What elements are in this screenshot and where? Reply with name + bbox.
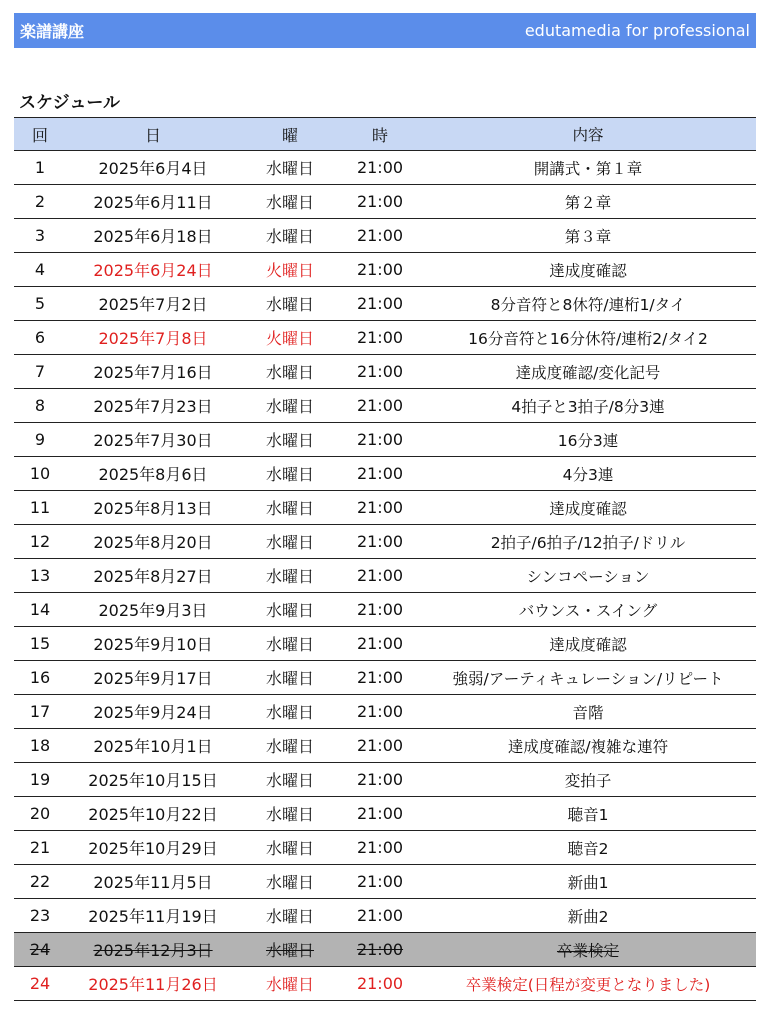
cell-date: 2025年11月19日 (66, 899, 240, 933)
cell-day: 水曜日 (240, 797, 340, 831)
cell-time: 21:00 (340, 899, 420, 933)
cell-date: 2025年7月8日 (66, 321, 240, 355)
cell-time: 21:00 (340, 593, 420, 627)
cell-day: 水曜日 (240, 457, 340, 491)
cell-date: 2025年6月11日 (66, 185, 240, 219)
table-row (14, 797, 756, 831)
table-row (14, 661, 756, 695)
header-no: 回 (14, 118, 66, 151)
table-row (14, 831, 756, 865)
cell-no: 14 (14, 593, 66, 627)
cell-content: 新曲2 (420, 899, 756, 933)
table-row (14, 151, 756, 185)
cell-content: 8分音符と8休符/連桁1/タイ (420, 287, 756, 321)
cell-day: 水曜日 (240, 559, 340, 593)
header-content: 内容 (420, 118, 756, 151)
cell-time: 21:00 (340, 967, 420, 1001)
cell-content: 聴音1 (420, 797, 756, 831)
cell-no: 16 (14, 661, 66, 695)
cell-no: 19 (14, 763, 66, 797)
cell-date: 2025年8月13日 (66, 491, 240, 525)
table-row (14, 967, 756, 1001)
cell-no: 23 (14, 899, 66, 933)
cell-date: 2025年8月27日 (66, 559, 240, 593)
table-row (14, 185, 756, 219)
table-row (14, 389, 756, 423)
cell-time: 21:00 (340, 321, 420, 355)
table-header-row (14, 118, 756, 151)
cell-day: 水曜日 (240, 389, 340, 423)
header-time: 時 (340, 118, 420, 151)
cell-day: 水曜日 (240, 627, 340, 661)
header-banner (14, 13, 756, 48)
cell-content: 2拍子/6拍子/12拍子/ドリル (420, 525, 756, 559)
cell-no: 18 (14, 729, 66, 763)
cell-time: 21:00 (340, 151, 420, 185)
brand-name: edutamedia for professional (524, 21, 750, 40)
table-row (14, 491, 756, 525)
cell-content: 達成度確認/変化記号 (420, 355, 756, 389)
cell-day: 水曜日 (240, 933, 340, 967)
cell-day: 水曜日 (240, 661, 340, 695)
cell-time: 21:00 (340, 831, 420, 865)
cell-content: 達成度確認 (420, 491, 756, 525)
cell-day: 火曜日 (240, 321, 340, 355)
cell-content: 新曲1 (420, 865, 756, 899)
cell-date: 2025年8月20日 (66, 525, 240, 559)
table-row (14, 695, 756, 729)
cell-no: 9 (14, 423, 66, 457)
cell-time: 21:00 (340, 219, 420, 253)
cell-time: 21:00 (340, 797, 420, 831)
cell-no: 10 (14, 457, 66, 491)
cell-content: 4拍子と3拍子/8分3連 (420, 389, 756, 423)
cell-date: 2025年11月5日 (66, 865, 240, 899)
cell-content: 聴音2 (420, 831, 756, 865)
cell-no: 21 (14, 831, 66, 865)
cell-content: 第２章 (420, 185, 756, 219)
cell-time: 21:00 (340, 287, 420, 321)
cell-date: 2025年12月3日 (66, 933, 240, 967)
course-title: 楽譜講座 (20, 22, 85, 41)
cell-content: 達成度確認/複雑な連符 (420, 729, 756, 763)
cell-content: 卒業検定(日程が変更となりました) (420, 967, 756, 1001)
cell-date: 2025年9月24日 (66, 695, 240, 729)
cell-date: 2025年10月22日 (66, 797, 240, 831)
cell-time: 21:00 (340, 491, 420, 525)
table-row (14, 559, 756, 593)
table-row (14, 321, 756, 355)
cell-no: 6 (14, 321, 66, 355)
section-title: スケジュール (19, 93, 120, 113)
cell-no: 13 (14, 559, 66, 593)
cell-content: 強弱/アーティキュレーション/リピート (420, 661, 756, 695)
cell-day: 水曜日 (240, 593, 340, 627)
cell-content: 第３章 (420, 219, 756, 253)
cell-day: 水曜日 (240, 525, 340, 559)
cell-date: 2025年7月23日 (66, 389, 240, 423)
cell-time: 21:00 (340, 763, 420, 797)
cell-time: 21:00 (340, 457, 420, 491)
cell-day: 水曜日 (240, 967, 340, 1001)
cell-no: 3 (14, 219, 66, 253)
cell-date: 2025年10月15日 (66, 763, 240, 797)
cell-no: 24 (14, 933, 66, 967)
cell-content: 変拍子 (420, 763, 756, 797)
cell-time: 21:00 (340, 253, 420, 287)
cell-content: 16分音符と16分休符/連桁2/タイ2 (420, 321, 756, 355)
cell-time: 21:00 (340, 695, 420, 729)
cell-date: 2025年9月10日 (66, 627, 240, 661)
table-row (14, 593, 756, 627)
cell-no: 7 (14, 355, 66, 389)
cell-time: 21:00 (340, 389, 420, 423)
cell-no: 12 (14, 525, 66, 559)
cell-day: 水曜日 (240, 219, 340, 253)
table-row (14, 219, 756, 253)
cell-content: 卒業検定 (420, 933, 756, 967)
cell-content: 開講式・第１章 (420, 151, 756, 185)
cell-day: 水曜日 (240, 423, 340, 457)
cell-day: 水曜日 (240, 287, 340, 321)
cell-no: 15 (14, 627, 66, 661)
table-row (14, 729, 756, 763)
cell-no: 24 (14, 967, 66, 1001)
table-row (14, 899, 756, 933)
cell-date: 2025年6月24日 (66, 253, 240, 287)
cell-content: 音階 (420, 695, 756, 729)
cell-content: バウンス・スイング (420, 593, 756, 627)
cell-date: 2025年9月17日 (66, 661, 240, 695)
cell-date: 2025年6月4日 (66, 151, 240, 185)
cell-time: 21:00 (340, 525, 420, 559)
cell-no: 4 (14, 253, 66, 287)
cell-day: 水曜日 (240, 695, 340, 729)
cell-time: 21:00 (340, 185, 420, 219)
cell-time: 21:00 (340, 729, 420, 763)
cell-no: 2 (14, 185, 66, 219)
table-row (14, 287, 756, 321)
cell-content: 4分3連 (420, 457, 756, 491)
cell-time: 21:00 (340, 933, 420, 967)
table-row (14, 525, 756, 559)
cell-no: 8 (14, 389, 66, 423)
cell-day: 水曜日 (240, 865, 340, 899)
table-row (14, 355, 756, 389)
cell-time: 21:00 (340, 355, 420, 389)
cell-day: 水曜日 (240, 831, 340, 865)
cell-day: 水曜日 (240, 763, 340, 797)
cell-date: 2025年10月29日 (66, 831, 240, 865)
header-day: 曜 (240, 118, 340, 151)
cell-time: 21:00 (340, 559, 420, 593)
cell-date: 2025年7月16日 (66, 355, 240, 389)
cell-no: 5 (14, 287, 66, 321)
cell-no: 11 (14, 491, 66, 525)
schedule-table (14, 117, 756, 1001)
cell-no: 22 (14, 865, 66, 899)
cell-time: 21:00 (340, 423, 420, 457)
cell-date: 2025年9月3日 (66, 593, 240, 627)
table-row (14, 253, 756, 287)
cell-no: 1 (14, 151, 66, 185)
header-date: 日 (66, 118, 240, 151)
cell-content: 達成度確認 (420, 627, 756, 661)
cell-date: 2025年11月26日 (66, 967, 240, 1001)
cell-day: 水曜日 (240, 491, 340, 525)
cell-day: 水曜日 (240, 899, 340, 933)
cell-time: 21:00 (340, 627, 420, 661)
table-row (14, 457, 756, 491)
table-row (14, 423, 756, 457)
cell-time: 21:00 (340, 865, 420, 899)
table-row (14, 933, 756, 967)
cell-date: 2025年6月18日 (66, 219, 240, 253)
cell-date: 2025年8月6日 (66, 457, 240, 491)
cell-day: 火曜日 (240, 253, 340, 287)
cell-date: 2025年10月1日 (66, 729, 240, 763)
cell-day: 水曜日 (240, 355, 340, 389)
cell-time: 21:00 (340, 661, 420, 695)
cell-day: 水曜日 (240, 151, 340, 185)
cell-content: 達成度確認 (420, 253, 756, 287)
cell-day: 水曜日 (240, 185, 340, 219)
cell-content: 16分3連 (420, 423, 756, 457)
cell-date: 2025年7月30日 (66, 423, 240, 457)
cell-no: 17 (14, 695, 66, 729)
cell-day: 水曜日 (240, 729, 340, 763)
table-row (14, 763, 756, 797)
cell-date: 2025年7月2日 (66, 287, 240, 321)
cell-no: 20 (14, 797, 66, 831)
table-row (14, 627, 756, 661)
cell-content: シンコペーション (420, 559, 756, 593)
table-row (14, 865, 756, 899)
